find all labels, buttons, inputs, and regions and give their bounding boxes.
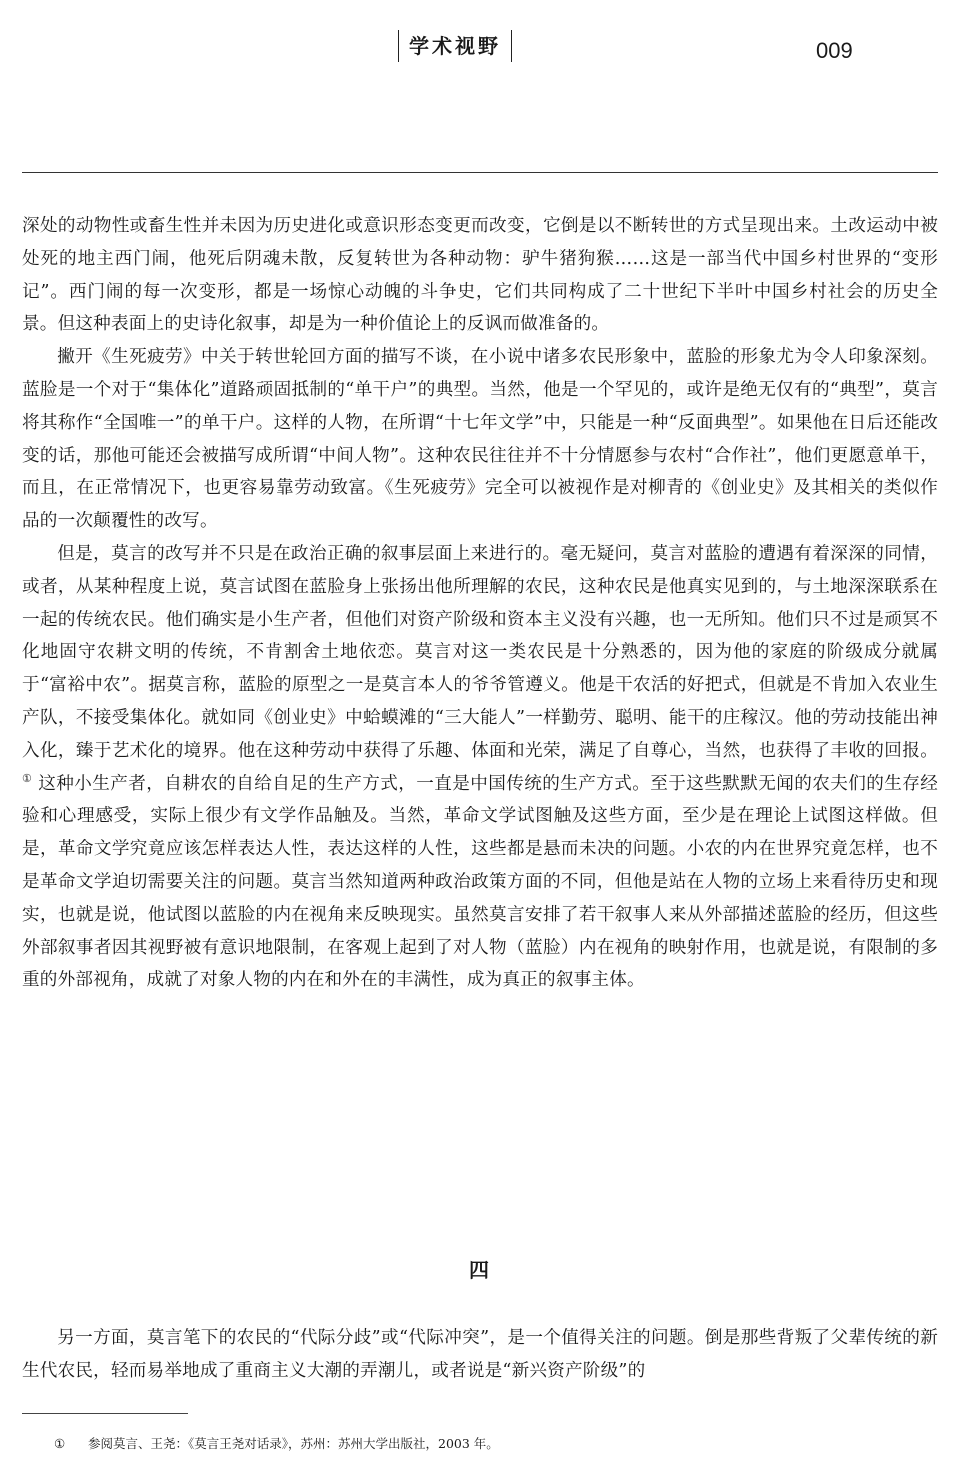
footnote <box>54 1434 499 1454</box>
footnote-reference[interactable]: ① <box>22 771 33 785</box>
paragraph-lan-lian: 撇开《生死疲劳》中关于转世轮回方面的描写不谈，在小说中诸多农民形象中，蓝脸的形象尤为令人印象深刻。蓝脸是一个对于“集体化”道路顽固抵制的“单干户”的典型。当然，他是一个罕见的，或许是绝无仅有的“典型”，莫言将其称作“全国唯一”的单干户。这样的人物，在所谓“十七年文学”中，只能是一种“反面典型”。如果他在日后还能改变的话，那他可能还会被描写成所谓“中间人物”。这种农民往往并不十分情愿参与农村“合作社”，他们更愿意单干，而且，在正常情况下，也更容易靠劳动致富。《生死疲劳》完全可以被视作是对柳青的《创业史》及其相关的类似作品的一次颠覆性的改写。 <box>22 347 938 532</box>
page-number: 009 <box>816 38 853 63</box>
paragraph-continued: 深处的动物性或畜生性并未因为历史进化或意识形态变更而改变，它倒是以不断转世的方式呈现出来。土改运动中被处死的地主西门闹，他死后阴魂未散，反复转世为各种动物：驴牛猪狗猴……这是一部当代中国乡村世界的“变形记”。西门闹的每一次变形，都是一场惊心动魄的斗争史，它们共同构成了二十世纪下半叶中国乡村社会的历史全景。但这种表面上的史诗化叙事，却是为一种价值论上的反讽而做准备的。 <box>22 216 938 335</box>
footnote-text: 参阅莫言、王尧：《莫言王尧对话录》，苏州：苏州大学出版社，2003 年。 <box>88 1436 499 1451</box>
section-heading: 四 <box>469 1258 489 1282</box>
header-divider <box>22 172 938 173</box>
paragraph-generational-conflict: 另一方面，莫言笔下的农民的“代际分歧”或“代际冲突”，是一个值得关注的问题。倒是那些背叛了父辈传统的新生代农民，轻而易举地成了重商主义大潮的弄潮儿，或者说是“新兴资产阶级”的 <box>22 1328 938 1381</box>
body-text-lower <box>22 1322 938 1388</box>
body-text-upper <box>22 210 938 997</box>
paragraph-rewrite-part1: 但是，莫言的改写并不只是在政治正确的叙事层面上来进行的。毫无疑问，莫言对蓝脸的遭遇有着深深的同情，或者，从某种程度上说，莫言试图在蓝脸身上张扬出他所理解的农民，这种农民是他真实见到的，与土地深深联系在一起的传统农民。他们确实是小生产者，但他们对资产阶级和资本主义没有兴趣，也一无所知。他们只不过是顽冥不化地固守农耕文明的传统，不肯割舍土地依恋。莫言对这一类农民是十分熟悉的，因为他的家庭的阶级成分就属于“富裕中农”。据莫言称，蓝脸的原型之一是莫言本人的爷爷管遵义。他是干农活的好把式，但就是不肯加入农业生产队，不接受集体化。就如同《创业史》中蛤蟆滩的“三大能人”一样勤劳、聪明、能干的庄稼汉。他的劳动技能出神入化，臻于艺术化的境界。他在这种劳动中获得了乐趣、体面和光荣，满足了自尊心，当然，也获得了丰收的回报。 <box>22 543 938 761</box>
footnote-mark: ① <box>54 1436 66 1451</box>
column-title: 学术视野 <box>398 30 512 62</box>
footnote-divider <box>22 1413 188 1414</box>
paragraph-rewrite-part2: 这种小生产者，自耕农的自给自足的生产方式，一直是中国传统的生产方式。至于这些默默无闻的农夫们的生存经验和心理感受，实际上很少有文学作品触及。当然，革命文学试图触及这些方面，至少是在理论上试图这样做。但是，革命文学究竟应该怎样表达人性，表达这样的人性，这些都是悬而未决的问题。小农的内在世界究竟怎样，也不是革命文学迫切需要关注的问题。莫言当然知道两种政治政策方面的不同，但他是站在人物的立场上来看待历史和现实，也就是说，他试图以蓝脸的内在视角来反映现实。虽然莫言安排了若干叙事人来从外部描述蓝脸的经历，但这些外部叙事者因其视野被有意识地限制，在客观上起到了对人物（蓝脸）内在视角的映射作用，也就是说，有限制的多重的外部视角，成就了对象人物的内在和外在的丰满性，成为真正的叙事主体。 <box>22 773 938 991</box>
paragraph-rewrite <box>22 538 938 997</box>
